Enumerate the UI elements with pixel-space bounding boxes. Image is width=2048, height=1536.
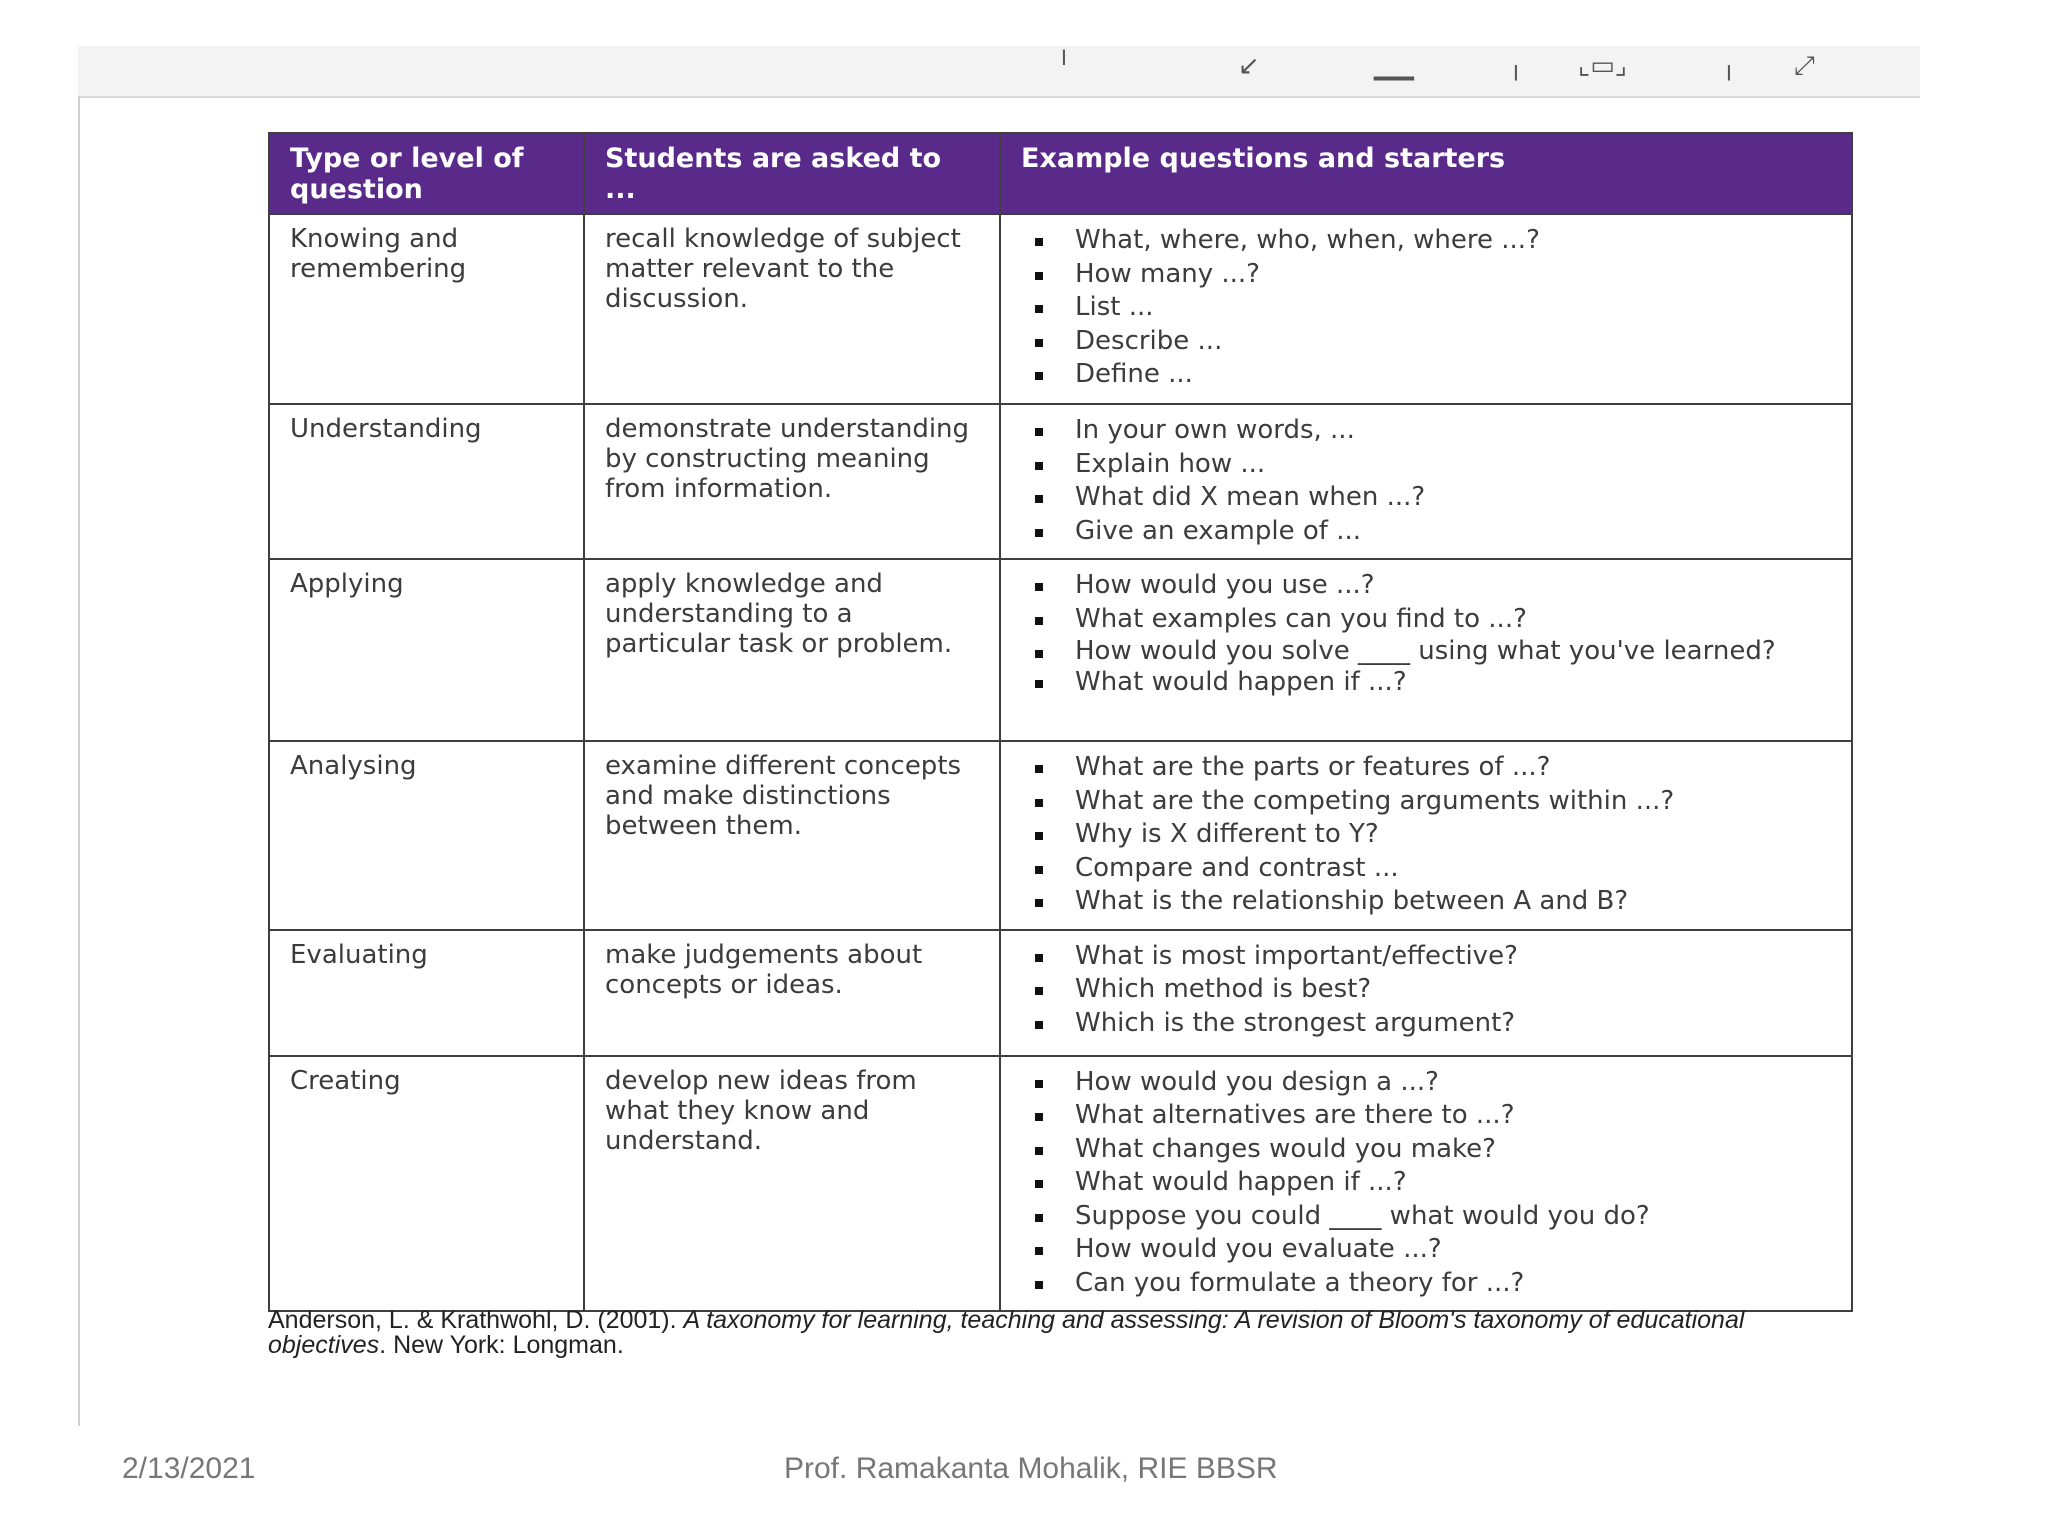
viewer-toolbar xyxy=(78,46,1920,98)
pointer-icon[interactable]: ╵ xyxy=(1056,51,1072,81)
cell-examples xyxy=(1000,404,1852,559)
taxonomy-table-wrapper xyxy=(268,132,1853,1312)
crop-icon[interactable]: ⌞▭⌟ xyxy=(1578,51,1627,81)
list-item: What is most important/effective? xyxy=(1021,940,1831,974)
cell-asked: examine different concepts and make distinctions between them. xyxy=(584,741,1000,930)
cell-examples xyxy=(1000,214,1852,404)
list-item: How would you design a ...? xyxy=(1021,1066,1831,1100)
list-item: Describe ... xyxy=(1021,325,1831,359)
cell-asked: develop new ideas from what they know and understand. xyxy=(584,1056,1000,1312)
cell-examples xyxy=(1000,930,1852,1056)
list-item: List ... xyxy=(1021,291,1831,325)
cell-level: Creating xyxy=(269,1056,584,1312)
list-item: How would you use ...? xyxy=(1021,569,1831,603)
cell-asked: make judgements about concepts or ideas. xyxy=(584,930,1000,1056)
cell-level: Analysing xyxy=(269,741,584,930)
list-item: What alternatives are there to ...? xyxy=(1021,1099,1831,1133)
page-edge xyxy=(78,96,80,1426)
table-row xyxy=(269,404,1852,559)
citation-authors: Anderson, L. & Krathwohl, D. (2001). xyxy=(268,1306,684,1334)
list-item: Suppose you could ____ what would you do? xyxy=(1021,1200,1831,1234)
list-item: How would you solve ____ using what you've learned? xyxy=(1021,636,1831,666)
cell-level: Applying xyxy=(269,559,584,741)
cell-level: Evaluating xyxy=(269,930,584,1056)
footer-date: 2/13/2021 xyxy=(122,1452,256,1485)
table-row xyxy=(269,930,1852,1056)
list-item: What are the parts or features of ...? xyxy=(1021,751,1831,785)
cell-level: Knowing and remembering xyxy=(269,214,584,404)
table-row xyxy=(269,741,1852,930)
arrow-icon[interactable]: ↙ xyxy=(1238,51,1260,81)
rectangle-icon[interactable]: ▁▁ xyxy=(1374,51,1414,81)
table-row xyxy=(269,1056,1852,1312)
list-item: Give an example of ... xyxy=(1021,515,1831,549)
citation xyxy=(268,1308,1868,1358)
taxonomy-table xyxy=(268,132,1853,1312)
list-item: Why is X different to Y? xyxy=(1021,818,1831,852)
separator-icon: ╷ xyxy=(1508,51,1524,81)
list-item: Which method is best? xyxy=(1021,973,1831,1007)
header-examples: Example questions and starters xyxy=(1000,133,1852,214)
list-item: Define ... xyxy=(1021,358,1831,392)
list-item: What changes would you make? xyxy=(1021,1133,1831,1167)
list-item: Which is the strongest argument? xyxy=(1021,1007,1831,1041)
list-item: Compare and contrast ... xyxy=(1021,852,1831,886)
list-item: Explain how ... xyxy=(1021,448,1831,482)
list-item: What examples can you find to ...? xyxy=(1021,603,1831,637)
cell-level: Understanding xyxy=(269,404,584,559)
list-item: What is the relationship between A and B? xyxy=(1021,885,1831,919)
cell-asked: demonstrate understanding by constructing meaning from information. xyxy=(584,404,1000,559)
expand-icon[interactable]: ⤢ xyxy=(1794,51,1815,81)
list-item: What would happen if ...? xyxy=(1021,666,1831,700)
list-item: Can you formulate a theory for ...? xyxy=(1021,1267,1831,1301)
table-row xyxy=(269,559,1852,741)
header-level: Type or level of question xyxy=(269,133,584,214)
list-item: In your own words, ... xyxy=(1021,414,1831,448)
list-item: How would you evaluate ...? xyxy=(1021,1233,1831,1267)
table-row xyxy=(269,214,1852,404)
cell-examples xyxy=(1000,741,1852,930)
citation-publisher: . New York: Longman. xyxy=(379,1331,624,1359)
citation-title: A taxonomy for learning, teaching and assessing: A revision of Bloom's taxonomy of educational objectives xyxy=(268,1306,1745,1359)
list-item: What did X mean when ...? xyxy=(1021,481,1831,515)
cell-examples xyxy=(1000,559,1852,741)
footer-author: Prof. Ramakanta Mohalik, RIE BBSR xyxy=(784,1452,1278,1485)
list-item: What are the competing arguments within ...? xyxy=(1021,785,1831,819)
table-header-row xyxy=(269,133,1852,214)
header-asked: Students are asked to ... xyxy=(584,133,1000,214)
separator-icon: ╷ xyxy=(1721,51,1737,81)
list-item: How many ...? xyxy=(1021,258,1831,292)
cell-asked: recall knowledge of subject matter relevant to the discussion. xyxy=(584,214,1000,404)
list-item: What would happen if ...? xyxy=(1021,1166,1831,1200)
cell-asked: apply knowledge and understanding to a particular task or problem. xyxy=(584,559,1000,741)
cell-examples xyxy=(1000,1056,1852,1312)
list-item: What, where, who, when, where ...? xyxy=(1021,224,1831,258)
